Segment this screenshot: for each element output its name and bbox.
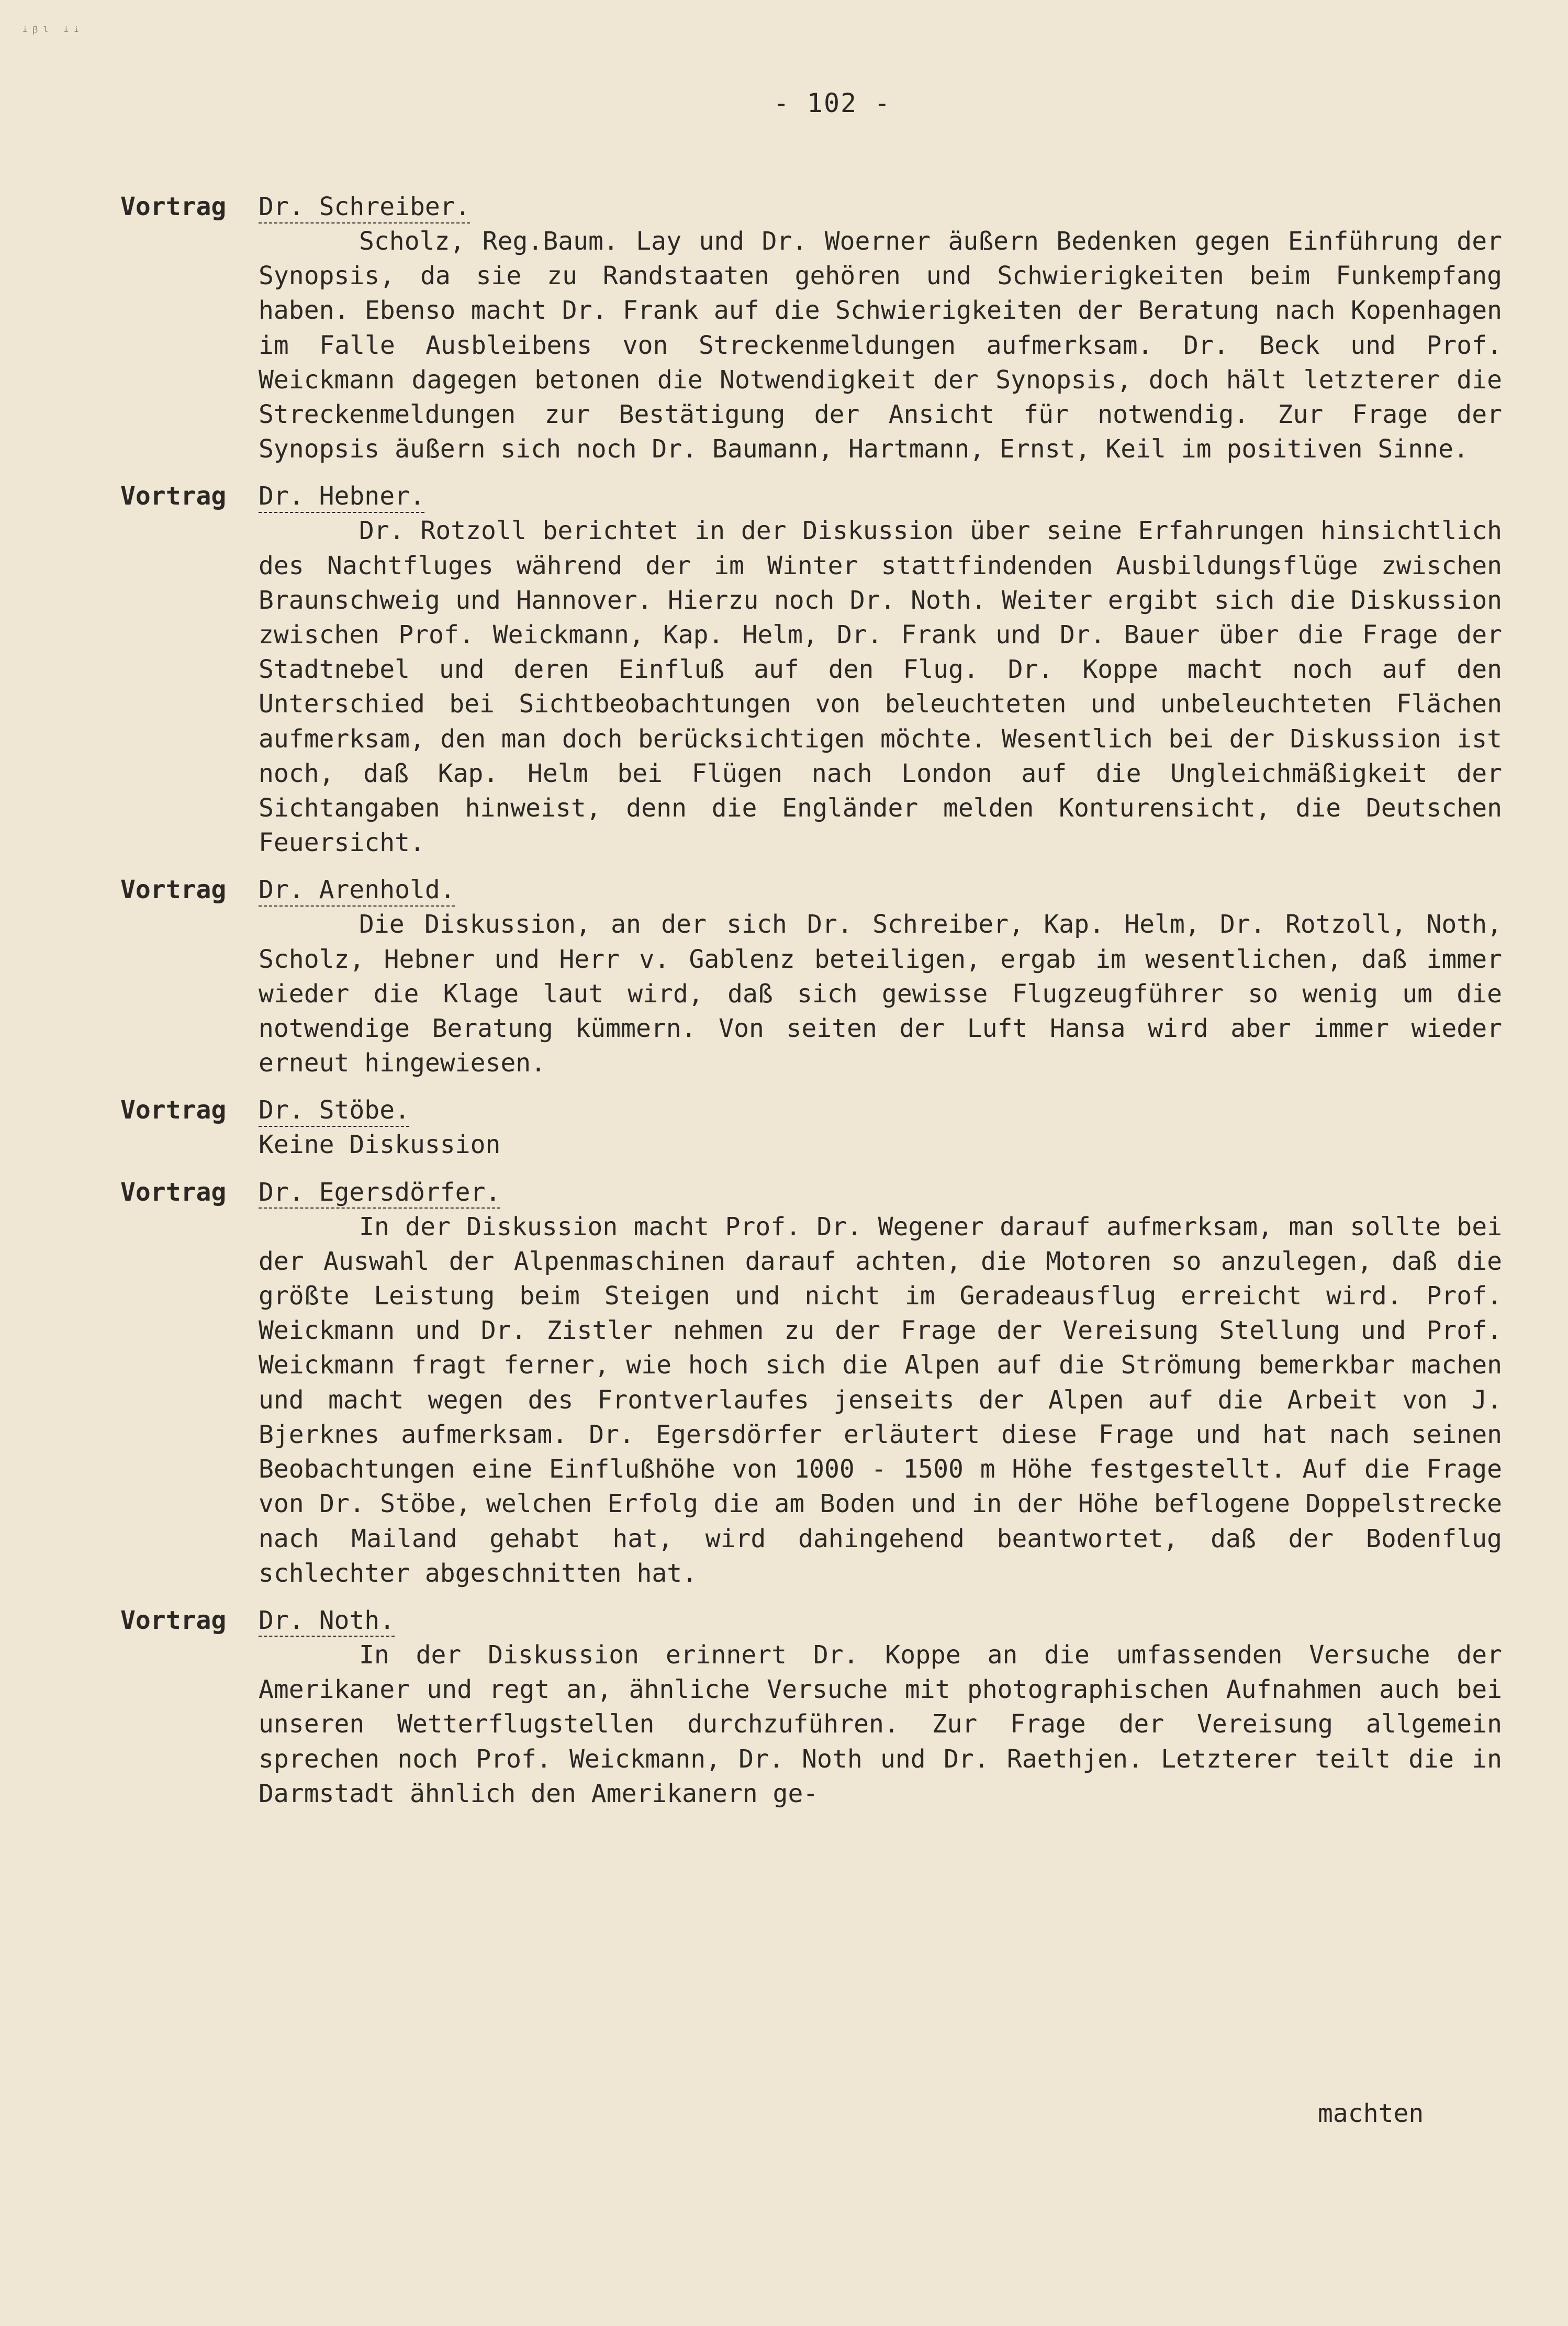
speaker-name: Dr. Noth. [259, 1605, 395, 1635]
section-egersdoerfer [120, 1175, 1502, 1591]
section-stoebe [120, 1093, 1502, 1162]
heading-label: Vortrag [120, 1177, 227, 1207]
section-heading [120, 873, 1502, 907]
section-schreiber [120, 189, 1502, 466]
heading-label: Vortrag [120, 875, 227, 905]
discussion-paragraph: Die Diskussion, an der sich Dr. Schreiber, Kap. Helm, Dr. Rotzoll, Noth, Scholz, Hebner und Herr v. Gablenz beteiligen, ergab im wesentlichen, daß immer wieder die Klage laut wird, daß sich gewisse Flugzeugführer so wenig um die notwendige Beratung kümmern. Von seiten der Luft Hansa wird aber immer wieder erneut hingewiesen. [259, 910, 1502, 1078]
section-noth [120, 1603, 1502, 1811]
discussion-paragraph: Dr. Rotzoll berichtet in der Diskussion über seine Erfahrungen hinsichtlich des Nachtfluges während der im Winter stattfindenden Ausbildungsflüge zwischen Braunschweig und Hannover. Hierzu noch Dr. Noth. Weiter ergibt sich die Diskussion zwischen Prof. Weickmann, Kap. Helm, Dr. Frank und Dr. Bauer über die Frage der Stadtnebel und deren Einfluß auf den Flug. Dr. Koppe macht noch auf den Unterschied bei Sichtbeobachtungen von beleuchteten und unbeleuchteten Flächen aufmerksam, den man doch berücksichtigen möchte. Wesentlich bei der Diskussion ist noch, daß Kap. Helm bei Flügen nach London auf die Ungleichmäßigkeit der Sichtangaben hinweist, denn die Engländer melden Konturensicht, die Deutschen Feuersicht. [259, 516, 1502, 858]
catchword: machten [1318, 2099, 1424, 2128]
speaker-name: Dr. Egersdörfer. [259, 1177, 501, 1207]
heading-label: Vortrag [120, 482, 227, 511]
heading-label: Vortrag [120, 1095, 227, 1125]
heading-label: Vortrag [120, 1605, 227, 1635]
discussion-paragraph: Scholz, Reg.Baum. Lay und Dr. Woerner äußern Bedenken gegen Einführung der Synopsis, da sie zu Randstaaten gehören und Schwierigkeiten beim Funkempfang haben. Ebenso macht Dr. Frank auf die Schwierigkeiten der Beratung nach Kopenhagen im Falle Ausbleibens von Streckenmeldungen aufmerksam. Dr. Beck und Prof. Weickmann dagegen betonen die Notwendigkeit der Synopsis, doch hält letzterer die Streckenmeldungen zur Bestätigung der Ansicht für notwendig. Zur Frage der Synopsis äußern sich noch Dr. Baumann, Hartmann, Ernst, Keil im positiven Sinne. [259, 227, 1502, 464]
section-heading [120, 189, 1502, 224]
discussion-paragraph: In der Diskussion erinnert Dr. Koppe an die umfassenden Versuche der Amerikaner und regt an, ähnliche Versuche mit photographischen Aufnahmen auch bei unseren Wetterflugstellen durchzuführen. Zur Frage der Vereisung allgemein sprechen noch Prof. Weickmann, Dr. Noth und Dr. Raethjen. Letzterer teilt die in Darmstadt ähnlich den Amerikanern ge- [259, 1640, 1502, 1808]
discussion-paragraph: Keine Diskussion [259, 1130, 501, 1160]
section-heading [120, 1175, 1502, 1210]
section-arenhold [120, 873, 1502, 1080]
section-heading [120, 479, 1502, 513]
page-number: - 102 - [773, 88, 891, 118]
document-body [120, 189, 1502, 1811]
speaker-name: Dr. Hebner. [259, 482, 425, 511]
section-hebner [120, 479, 1502, 860]
speaker-name: Dr. Arenhold. [259, 875, 455, 905]
speaker-name: Dr. Stöbe. [259, 1095, 410, 1125]
heading-label: Vortrag [120, 192, 227, 221]
section-heading [120, 1603, 1502, 1638]
archive-corner-mark: ᵢᵦₗ ᵢᵢ [21, 20, 83, 36]
section-heading [120, 1093, 1502, 1127]
speaker-name: Dr. Schreiber. [259, 192, 471, 221]
discussion-paragraph: In der Diskussion macht Prof. Dr. Wegener darauf aufmerksam, man sollte bei der Auswahl der Alpenmaschinen darauf achten, die Motoren so anzulegen, daß die größte Leistung beim Steigen und nicht im Geradeausflug erreicht wird. Prof. Weickmann und Dr. Zistler nehmen zu der Frage der Vereisung Stellung und Prof. Weickmann fragt ferner, wie hoch sich die Alpen auf die Strömung bemerkbar machen und macht wegen des Frontverlaufes jenseits der Alpen auf die Arbeit von J. Bjerknes aufmerksam. Dr. Egersdörfer erläutert diese Frage und hat nach seinen Beobachtungen eine Einflußhöhe von 1000 - 1500 m Höhe festgestellt. Auf die Frage von Dr. Stöbe, welchen Erfolg die am Boden und in der Höhe beflogene Doppelstrecke nach Mailand gehabt hat, wird dahingehend beantwortet, daß der Bodenflug schlechter abgeschnitten hat. [259, 1212, 1502, 1588]
